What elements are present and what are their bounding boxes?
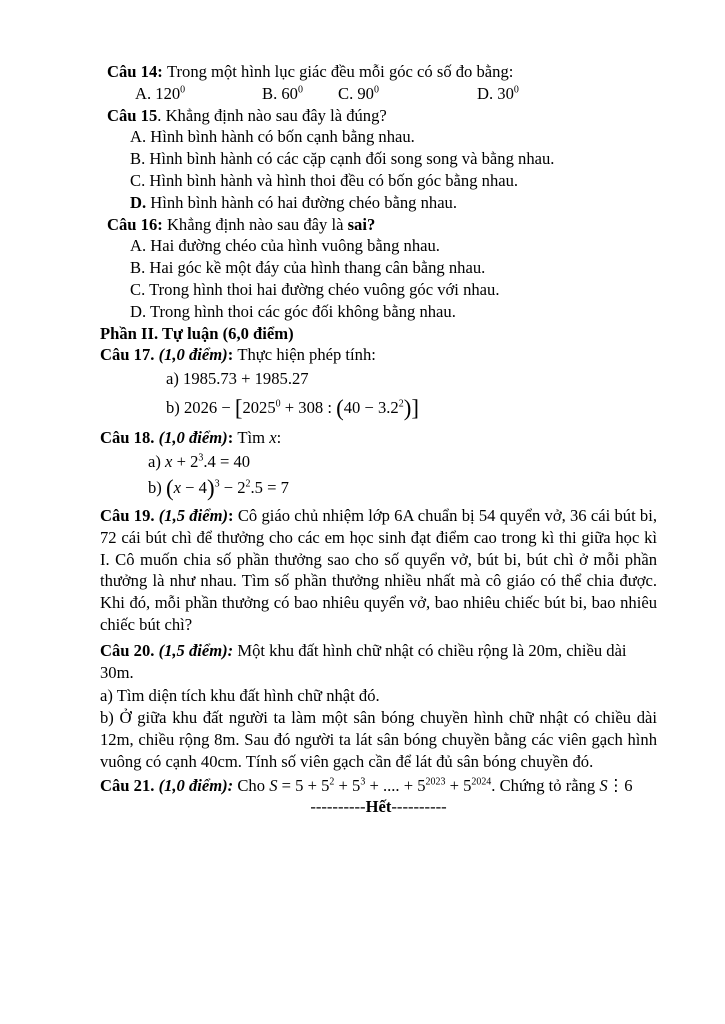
question-14-option-b: B. $60^0$ <box>262 83 303 103</box>
question-17-head: Câu 17. (1,0 điểm): Thực hiện phép tính: <box>100 345 376 365</box>
question-16-option-c: C. Trong hình thoi hai đường chéo vuông góc với nhau. <box>130 279 500 299</box>
question-16-option-b: B. Hai góc kề một đáy của hình thang cân bằng nhau. <box>130 258 486 278</box>
question-17-part-b: b) $2026 - [2025^0 + 308$ : $(40 - 3.2^2)$] <box>166 395 419 421</box>
question-14-stem: Câu 14: Trong một hình lục giác đều mỗi góc có số đo bằng: <box>107 62 514 81</box>
question-20-head: Câu 20. (1,5 điểm): Một khu đất hình chữ nhật có chiều rộng là 20m, chiều dài 30m. <box>100 640 627 682</box>
question-15-option-b: B. Hình bình hành có các cặp cạnh đối song song và bằng nhau. <box>130 149 555 169</box>
question-18-part-b: b) $(x - 4)^3 - 2^2.5 = 7$ <box>148 475 289 501</box>
question-14-option-d: D. $30^0$ <box>477 83 519 103</box>
question-14-options <box>100 83 657 105</box>
question-21-paragraph: Câu 21. (1,0 điểm): Cho $S = 5 + 5^2 + 5^3$ + .... + $5^{2023} + 5^{2024}$. Chứng tỏ rằng S⋮6 <box>100 775 633 795</box>
question-15-option-a: A. Hình bình hành có bốn cạnh bằng nhau. <box>130 127 415 147</box>
question-18-head: Câu 18. (1,0 điểm): Tìm x: <box>100 428 282 448</box>
question-15-option-d: D. Hình bình hành có hai đường chéo bằng nhau. <box>130 192 457 212</box>
question-15-option-c: C. Hình bình hành và hình thoi đều có bốn góc bằng nhau. <box>130 170 519 190</box>
end-marker: ----------Hết---------- <box>310 797 447 817</box>
section-2-title: Phần II. Tự luận (6,0 điểm) <box>100 323 294 343</box>
question-20-part-a: a) Tìm diện tích khu đất hình chữ nhật đó. <box>100 686 380 706</box>
question-16-option-a: A. Hai đường chéo của hình vuông bằng nhau. <box>130 236 440 256</box>
question-16-stem: Câu 16: Khẳng định nào sau đây là sai? <box>107 214 376 234</box>
question-14-option-a: A. $120^0$ <box>135 83 186 103</box>
question-15-stem: Câu 15. Khẳng định nào sau đây là đúng? <box>107 105 387 125</box>
question-20-part-b: b) Ở giữa khu đất người ta làm một sân bóng chuyền hình chữ nhật có chiều dài 12m, chiều rộng 8m. Sau đó người ta lát sân bóng chuyền bằng các viên gạch hình vuông có cạnh 40cm. Tính số viên gạch cần để lát đủ sân bóng chuyền đó. <box>100 708 657 771</box>
question-16-option-d: D. Trong hình thoi các góc đối không bằng nhau. <box>130 301 456 321</box>
question-18-part-a: a) $x + 2^3.4 = 40$ <box>148 451 251 471</box>
question-17-part-a: a) 1985.73 + 1985.27 <box>166 369 309 389</box>
question-14-option-c: C. $90^0$ <box>338 83 379 103</box>
question-19-paragraph: Câu 19. (1,5 điểm): Cô giáo chủ nhiệm lớp 6A chuẩn bị 54 quyển vở, 36 cái bút bi, 72 cái bút chì để thưởng cho các em học sinh đạt điểm cao trong kì thi giữa học kì I. Cô muốn chia số phần thưởng sao cho số quyển vở, bút bi, bút chì ở mỗi phần thưởng là như nhau. Tìm số phần thưởng nhiều nhất mà cô giáo có thể chia được. Khi đó, mỗi phần thưởng có bao nhiêu quyển vở, bao nhiêu chiếc bút bi, bao nhiêu chiếc bút chì? <box>100 505 657 634</box>
